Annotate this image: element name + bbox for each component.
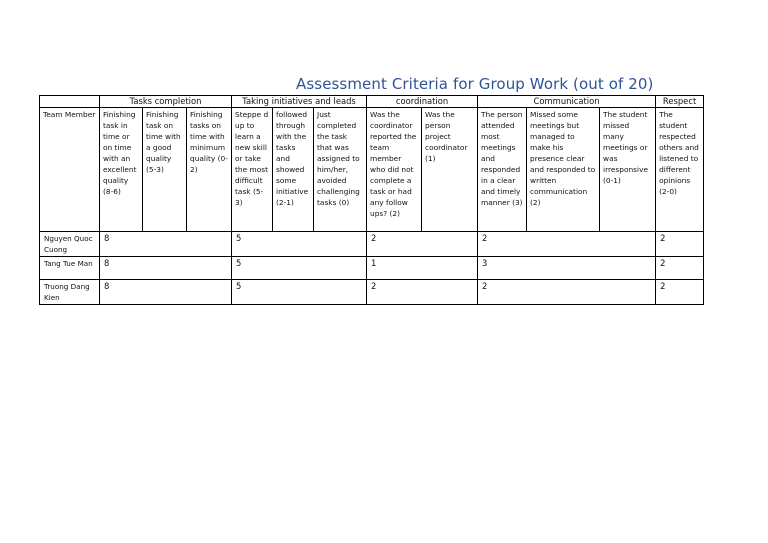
score-respect: 2: [656, 257, 704, 280]
score-taking-initiatives: 5: [232, 280, 367, 305]
member-name: Nguyen Quoc Cuong: [40, 232, 100, 257]
criterion-cell: Finishing task in time or on time with an excellent quality (8-6): [100, 108, 143, 232]
criteria-row: [40, 108, 704, 232]
group-header-row: [40, 96, 704, 108]
score-communication: 3: [478, 257, 656, 280]
score-coordination: 2: [367, 232, 478, 257]
score-taking-initiatives: 5: [232, 232, 367, 257]
criterion-cell: Finishing task on time with a good quality (5-3): [143, 108, 187, 232]
document-title: Assessment Criteria for Group Work (out of 20): [296, 75, 654, 93]
criterion-cell: The person attended most meetings and responded in a clear and timely manner (3): [478, 108, 527, 232]
score-coordination: 2: [367, 280, 478, 305]
score-respect: 2: [656, 280, 704, 305]
criterion-cell: Just completed the task that was assigned to him/her, avoided challenging tasks (0): [314, 108, 367, 232]
criterion-cell: followed through with the tasks and showed some initiative (2-1): [273, 108, 314, 232]
score-coordination: 1: [367, 257, 478, 280]
score-respect: 2: [656, 232, 704, 257]
group-header-communication: Communication: [478, 96, 656, 108]
score-tasks-completion: 8: [100, 257, 232, 280]
corner-cell: [40, 96, 100, 108]
score-communication: 2: [478, 280, 656, 305]
score-tasks-completion: 8: [100, 280, 232, 305]
group-header-taking-initiatives: Taking initiatives and leads: [232, 96, 367, 108]
criterion-cell: Was the person project coordinator (1): [422, 108, 478, 232]
criterion-cell: The student respected others and listened to different opinions (2-0): [656, 108, 704, 232]
criterion-cell: Was the coordinator reported the team member who did not complete a task or had any follow ups? (2): [367, 108, 422, 232]
group-header-tasks-completion: Tasks completion: [100, 96, 232, 108]
criterion-cell: Steppe d up to learn a new skill or take the most difficult task (5-3): [232, 108, 273, 232]
member-name: Truong Dang Kien: [40, 280, 100, 305]
criterion-cell: Missed some meetings but managed to make his presence clear and responded to written communication (2): [527, 108, 600, 232]
score-tasks-completion: 8: [100, 232, 232, 257]
group-header-coordination: coordination: [367, 96, 478, 108]
score-communication: 2: [478, 232, 656, 257]
member-name: Tang Tue Man: [40, 257, 100, 280]
criterion-cell: Finishing tasks on time with minimum quality (0-2): [187, 108, 232, 232]
group-header-respect: Respect: [656, 96, 704, 108]
table-row: [40, 280, 704, 305]
assessment-table: [39, 95, 704, 305]
score-taking-initiatives: 5: [232, 257, 367, 280]
row-header-team-member: Team Member: [40, 108, 100, 232]
table-row: [40, 232, 704, 257]
table-row: [40, 257, 704, 280]
criterion-cell: The student missed many meetings or was irresponsive (0-1): [600, 108, 656, 232]
